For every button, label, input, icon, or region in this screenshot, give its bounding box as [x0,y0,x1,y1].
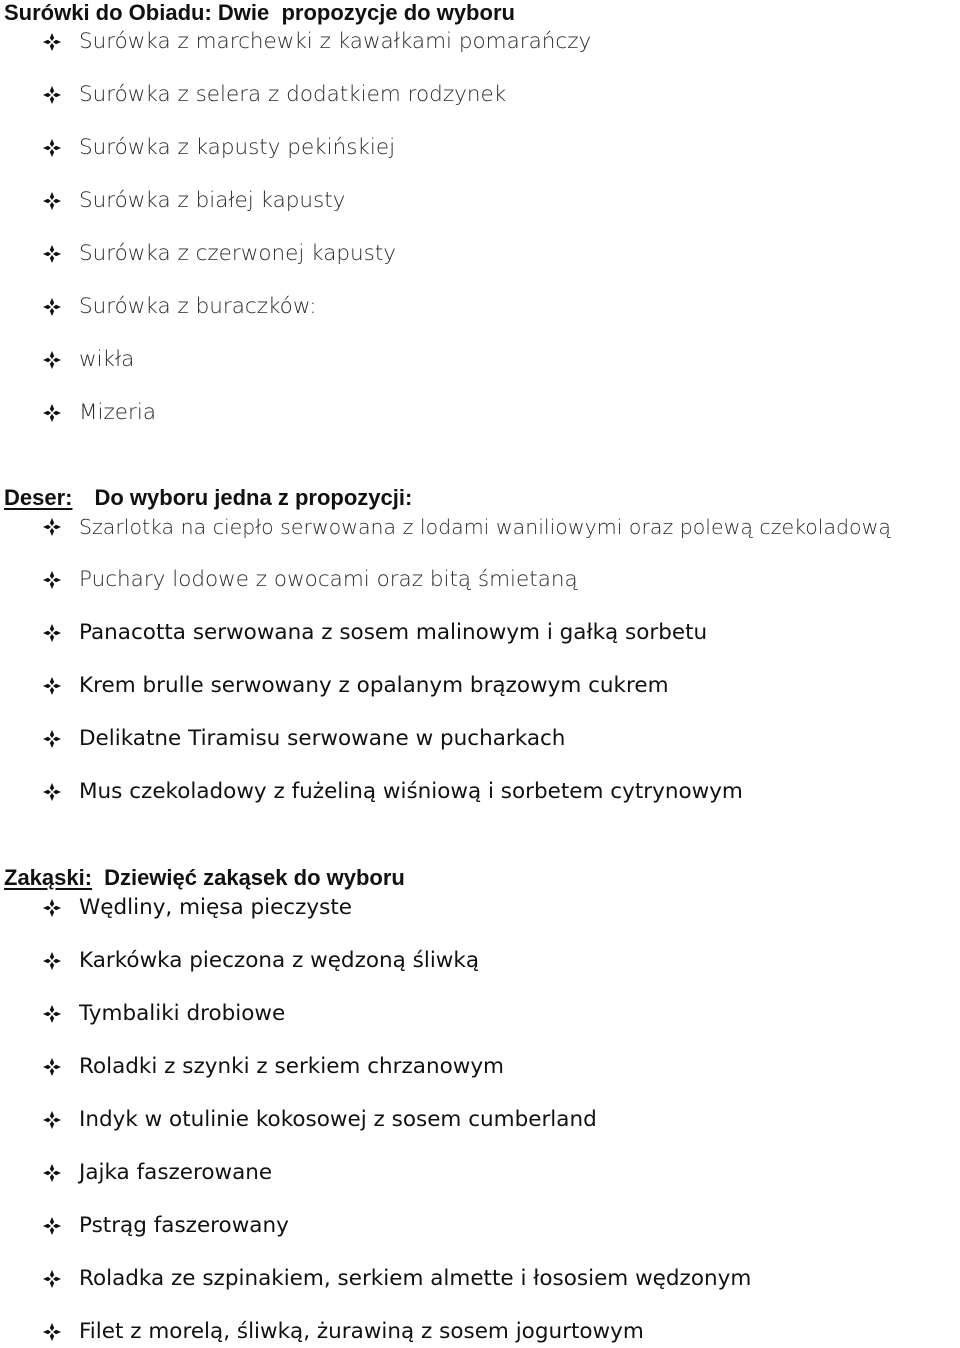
list-item [42,240,396,268]
diamond-bullet-icon [42,570,62,590]
list-item-text: Tymbaliki drobiowe [79,1001,286,1026]
list-item-text: Surówka z kapusty pekińskiej [79,135,396,160]
list-item-text: Krem brulle serwowany z opalanym brązowym cukrem [79,673,669,698]
list-item-text: Roladka ze szpinakiem, serkiem almette i łososiem wędzonym [79,1266,752,1291]
list-item-text: Pstrąg faszerowany [79,1213,289,1238]
list-item [42,134,395,162]
list-item-text: Roladki z szynki z serkiem chrzanowym [79,1054,504,1079]
diamond-bullet-icon [42,1269,62,1289]
diamond-bullet-icon [42,1216,62,1236]
list-item [42,566,578,594]
diamond-bullet-icon [42,782,62,802]
diamond-bullet-icon [42,138,62,158]
list-item [42,28,591,56]
diamond-bullet-icon [42,1004,62,1024]
section-subtitle: Dziewięć zakąsek do wyboru [104,865,405,890]
diamond-bullet-icon [42,350,62,370]
list-item-text: Karkówka pieczona z wędzoną śliwką [79,948,479,973]
diamond-bullet-icon [42,244,62,264]
list-item-text: Indyk w otulinie kokosowej z sosem cumberland [79,1107,597,1132]
list-item [42,672,669,700]
list-item [42,725,565,753]
diamond-bullet-icon [42,951,62,971]
list-item [42,399,156,427]
list-item-text: Delikatne Tiramisu serwowane w pucharkach [79,726,566,751]
list-item [42,947,479,975]
section-subtitle: Dwie propozycje do wyboru [217,0,515,25]
list-item-text: Jajka faszerowane [79,1160,273,1185]
section-subtitle: Do wyboru jedna z propozycji: [94,485,413,510]
diamond-bullet-icon [42,676,62,696]
list-item [42,1053,504,1081]
list-item-text: Panacotta serwowana z sosem malinowym i gałką sorbetu [79,620,708,645]
list-item [42,619,707,647]
diamond-bullet-icon [42,1163,62,1183]
list-item [42,894,352,922]
diamond-bullet-icon [42,297,62,317]
list-item-text: Wędliny, mięsa pieczyste [79,895,352,920]
list-item-text: Mus czekoladowy z fużeliną wiśniową i sorbetem cytrynowym [79,779,743,804]
list-item [42,1159,272,1187]
list-item-text: Puchary lodowe z owocami oraz bitą śmietaną [79,567,578,592]
list-item-text: Surówka z marchewki z kawałkami pomarańczy [79,29,592,54]
diamond-bullet-icon [42,191,62,211]
diamond-bullet-icon [42,403,62,423]
section-label: Surówki do Obiadu: [4,0,212,25]
diamond-bullet-icon [42,1110,62,1130]
diamond-bullet-icon [42,623,62,643]
list-item [42,1212,289,1240]
list-item [42,346,134,374]
list-item [42,187,345,215]
diamond-bullet-icon [42,898,62,918]
list-item [42,778,743,806]
list-item [42,81,506,109]
diamond-bullet-icon [42,32,62,52]
section-heading-surowki [4,0,515,26]
list-item-text: Mizeria [79,400,157,425]
list-item-text: Surówka z buraczków: [79,294,317,319]
diamond-bullet-icon [42,517,62,537]
list-item-text: Surówka z czerwonej kapusty [79,241,397,266]
list-item-text: Surówka z białej kapusty [79,188,346,213]
section-heading-zakaski [4,865,405,891]
list-item [42,1318,644,1346]
list-item [42,513,891,541]
list-item [42,1000,285,1028]
list-item [42,1265,751,1293]
list-item-text: Szarlotka na ciepło serwowana z lodami waniliowymi oraz polewą czekoladową [79,515,891,539]
list-item-text: Surówka z selera z dodatkiem rodzynek [79,82,507,107]
section-label: Deser: [4,485,73,510]
diamond-bullet-icon [42,85,62,105]
section-heading-deser [4,485,412,511]
section-label: Zakąski: [4,865,93,890]
list-item [42,1106,597,1134]
list-item [42,293,316,321]
diamond-bullet-icon [42,1322,62,1342]
diamond-bullet-icon [42,729,62,749]
list-item-text: Filet z morelą, śliwką, żurawiną z sosem jogurtowym [79,1319,644,1344]
diamond-bullet-icon [42,1057,62,1077]
list-item-text: wikła [79,347,135,372]
